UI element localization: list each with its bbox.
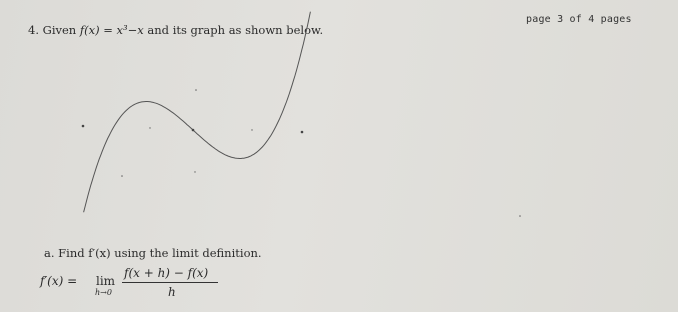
formula-numerator: f(x + h) − f(x) [124, 266, 209, 280]
graph-point-left [82, 125, 85, 128]
part-a [44, 246, 262, 260]
page-indicator: page 3 of 4 pages [526, 14, 632, 25]
formula-lim: lim [96, 274, 116, 288]
graph-speck [195, 89, 197, 91]
question-number: 4. [28, 23, 39, 37]
graph-speck [149, 127, 150, 128]
graph-point-middle [192, 129, 195, 132]
graph-point-right [301, 131, 304, 134]
graph-speck [194, 171, 195, 172]
part-a-prompt: Find f′(x) using the limit definition. [58, 246, 262, 260]
fraction-bar [122, 282, 218, 283]
part-a-label: a. [44, 246, 55, 260]
graph-speck [251, 129, 252, 130]
formula-denominator: h [168, 285, 176, 299]
formula-lim-subscript: h→0 [95, 288, 112, 297]
question-text-before: Given [42, 23, 77, 37]
graph-speck [121, 175, 123, 177]
graph-speck [519, 215, 521, 217]
function-expression: f(x) = x³−x [79, 23, 144, 37]
formula-lhs: f′(x) = [40, 274, 78, 288]
question-text-after: and its graph as shown below. [147, 23, 324, 37]
cubic-curve [84, 12, 311, 213]
